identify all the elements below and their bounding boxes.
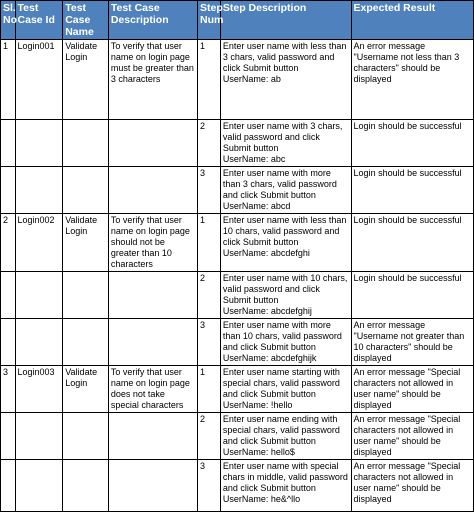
cell-test-case-name <box>63 366 109 413</box>
cell-test-case-description-text: To verify that user name on login page does not take special characters <box>110 367 190 410</box>
cell-test-case-description <box>108 167 197 214</box>
cell-test-case-id <box>15 413 63 460</box>
cell-test-case-name-text: Validate Login <box>65 367 98 388</box>
cell-step-description <box>220 214 351 272</box>
step-username: UserName: abcd <box>222 201 291 211</box>
cell-expected-result-text: Login should be successful <box>353 215 462 225</box>
cell-test-case-description <box>108 272 197 319</box>
step-username: UserName: !hello <box>222 400 293 410</box>
cell-step-description <box>220 120 351 167</box>
cell-test-case-id <box>15 366 63 413</box>
cell-test-case-description <box>108 40 197 120</box>
table-row <box>1 413 474 460</box>
cell-step-num-text: 1 <box>200 41 206 51</box>
cell-test-case-description-text: To verify that user name on login page must be greater than 3 characters <box>110 41 194 84</box>
cell-test-case-id <box>15 214 63 272</box>
cell-step-description-text: Enter user name starting with special chars, valid password and click Submit button <box>222 367 340 399</box>
cell-test-case-id-text: Login001 <box>17 41 55 51</box>
cell-step-num-text: 3 <box>200 461 206 471</box>
header-sl-no: Sl. No <box>1 1 16 40</box>
cell-step-description <box>220 366 351 413</box>
cell-test-case-description <box>108 120 197 167</box>
header-row <box>1 1 474 40</box>
cell-expected-result <box>351 214 473 272</box>
cell-expected-result <box>351 120 473 167</box>
cell-step-description-text: Enter user name with more than 10 chars, valid password and click Submit button <box>222 320 342 352</box>
header-step-description: Step Description <box>220 1 351 40</box>
cell-test-case-id-text: Login003 <box>17 367 55 377</box>
cell-step-num-text: 2 <box>200 121 206 131</box>
cell-test-case-name <box>63 460 109 512</box>
cell-step-num-text: 2 <box>200 273 206 283</box>
cell-step-num <box>198 366 221 413</box>
cell-sl-no <box>1 167 16 214</box>
step-username: UserName: abcdefghij <box>222 306 312 316</box>
cell-step-num <box>198 272 221 319</box>
cell-sl-no <box>1 413 16 460</box>
cell-sl-no-text: 2 <box>3 215 9 225</box>
step-username: UserName: hello$ <box>222 447 295 457</box>
cell-test-case-name <box>63 167 109 214</box>
header-expected-result: Expected Result <box>351 1 473 40</box>
cell-sl-no <box>1 272 16 319</box>
cell-test-case-name-text: Validate Login <box>65 215 98 236</box>
cell-expected-result-text: Login should be successful <box>353 168 462 178</box>
cell-expected-result-text: An error message "Special characters not allowed in user name" should be displayed <box>353 367 461 410</box>
cell-step-description <box>220 413 351 460</box>
cell-step-description-text: Enter user name with less than 3 chars, valid password and click Submit button <box>222 41 347 73</box>
cell-expected-result <box>351 460 473 512</box>
cell-step-num <box>198 413 221 460</box>
cell-test-case-description <box>108 460 197 512</box>
cell-sl-no <box>1 366 16 413</box>
cell-sl-no-text: 1 <box>3 41 9 51</box>
cell-test-case-id <box>15 460 63 512</box>
cell-test-case-id <box>15 319 63 366</box>
header-test-case-name: Test Case Name <box>63 1 109 40</box>
cell-test-case-id-text: Login002 <box>17 215 55 225</box>
cell-test-case-id <box>15 272 63 319</box>
header-test-case-description: Test Case Description <box>108 1 197 40</box>
cell-expected-result-text: An error message "Special characters not allowed in user name" should be displayed <box>353 461 461 504</box>
cell-step-description-text: Enter user name with 10 chars, valid password and click Submit button <box>222 273 348 305</box>
cell-step-description <box>220 272 351 319</box>
step-username: UserName: abc <box>222 154 286 164</box>
cell-test-case-description <box>108 214 197 272</box>
table-body <box>1 40 474 512</box>
cell-expected-result-text: An error message "Special characters not allowed in user name" should be displayed <box>353 414 461 457</box>
cell-step-num-text: 3 <box>200 168 206 178</box>
cell-step-description-text: Enter user name with more than 3 chars, valid password and click Submit button <box>222 168 337 200</box>
table-row <box>1 366 474 413</box>
table-row <box>1 460 474 512</box>
header-step-num: Step Num <box>198 1 221 40</box>
cell-expected-result <box>351 272 473 319</box>
cell-expected-result <box>351 366 473 413</box>
cell-step-num <box>198 167 221 214</box>
cell-step-num <box>198 460 221 512</box>
cell-sl-no <box>1 40 16 120</box>
cell-step-description-text: Enter user name with special chars in middle, valid password and click Submit button <box>222 461 348 493</box>
step-username: UserName: ab <box>222 74 281 84</box>
step-username: UserName: he&^llo <box>222 494 301 504</box>
cell-step-description <box>220 167 351 214</box>
cell-test-case-description-text: To verify that user name on login page should not be greater than 10 characters <box>110 215 190 269</box>
cell-test-case-id <box>15 167 63 214</box>
cell-expected-result <box>351 319 473 366</box>
cell-step-num-text: 2 <box>200 414 206 424</box>
cell-test-case-description <box>108 366 197 413</box>
cell-step-description-text: Enter user name ending with special chars, valid password and click Submit button <box>222 414 340 446</box>
cell-step-num <box>198 40 221 120</box>
cell-test-case-name <box>63 319 109 366</box>
table-row <box>1 167 474 214</box>
cell-test-case-name <box>63 272 109 319</box>
cell-test-case-name <box>63 120 109 167</box>
cell-test-case-name <box>63 214 109 272</box>
cell-test-case-name-text: Validate Login <box>65 41 98 62</box>
cell-sl-no <box>1 319 16 366</box>
cell-expected-result-text: An error message "Username not greater than 10 characters" should be displayed <box>353 320 465 363</box>
cell-step-description <box>220 319 351 366</box>
cell-step-description-text: Enter user name with 3 chars, valid password and click Submit button <box>222 121 343 153</box>
cell-sl-no <box>1 214 16 272</box>
cell-expected-result <box>351 40 473 120</box>
cell-step-description-text: Enter user name with less than 10 chars, valid password and click Submit button <box>222 215 347 247</box>
table-row <box>1 272 474 319</box>
cell-step-description <box>220 460 351 512</box>
cell-expected-result <box>351 167 473 214</box>
cell-test-case-description <box>108 413 197 460</box>
cell-test-case-name <box>63 40 109 120</box>
cell-sl-no <box>1 460 16 512</box>
cell-test-case-id <box>15 120 63 167</box>
step-username: UserName: abcdefghi <box>222 248 310 258</box>
cell-step-num <box>198 120 221 167</box>
cell-step-num <box>198 214 221 272</box>
cell-expected-result-text: An error message "Username not less than 3 characters" should be displayed <box>353 41 460 84</box>
cell-step-num <box>198 319 221 366</box>
step-username: UserName: abcdefghijk <box>222 353 317 363</box>
table-row <box>1 214 474 272</box>
cell-expected-result-text: Login should be successful <box>353 273 462 283</box>
cell-expected-result <box>351 413 473 460</box>
table-row <box>1 40 474 120</box>
cell-step-num-text: 1 <box>200 215 206 225</box>
cell-step-num-text: 1 <box>200 367 206 377</box>
cell-test-case-name <box>63 413 109 460</box>
cell-expected-result-text: Login should be successful <box>353 121 462 131</box>
cell-sl-no <box>1 120 16 167</box>
cell-step-num-text: 3 <box>200 320 206 330</box>
header-test-case-id: Test Case Id <box>15 1 63 40</box>
cell-sl-no-text: 3 <box>3 367 9 377</box>
cell-test-case-description <box>108 319 197 366</box>
cell-test-case-id <box>15 40 63 120</box>
cell-step-description <box>220 40 351 120</box>
table-row <box>1 319 474 366</box>
table-row <box>1 120 474 167</box>
